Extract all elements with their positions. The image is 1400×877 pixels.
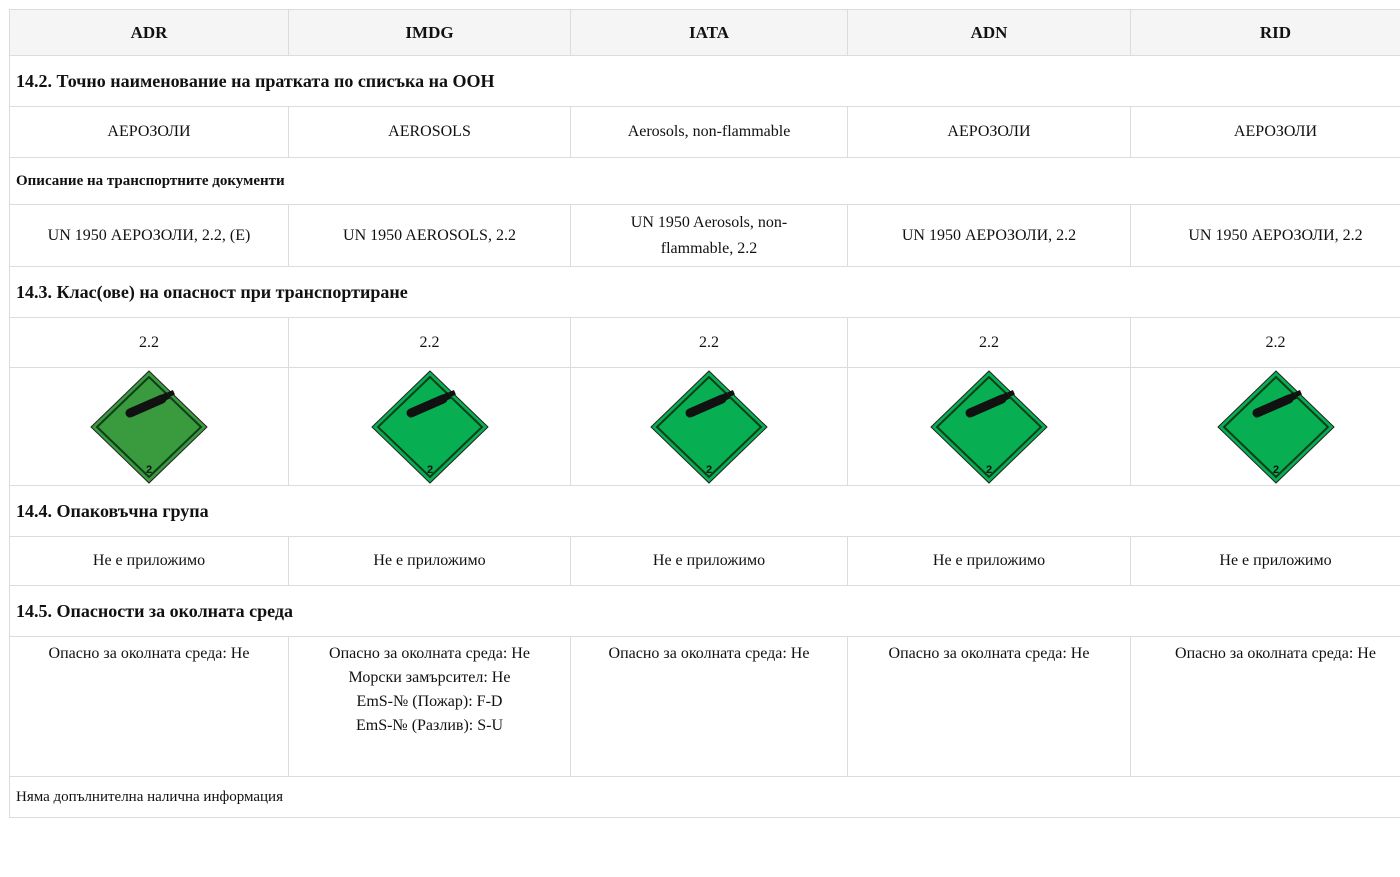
- packing-group-cell: Не е приложимо: [571, 537, 848, 586]
- section-heading-14-5: 14.5. Опасности за околната среда: [10, 586, 1400, 637]
- packing-group-cell: Не е приложимо: [1131, 537, 1400, 586]
- environment-cell: [848, 637, 1131, 777]
- hazard-class-cell: 2.2: [289, 318, 571, 368]
- pictogram-cell: [289, 368, 571, 486]
- transport-docs-heading: Описание на транспортните документи: [10, 158, 1400, 205]
- footer-row: [10, 777, 1400, 818]
- environment-line: Опасно за околната среда: Не: [852, 642, 1126, 666]
- hazard-class-cell: 2.2: [10, 318, 289, 368]
- transport-description-row: [10, 205, 1400, 267]
- pictogram-cell: [10, 368, 289, 486]
- ems-spill-line: EmS-№ (Разлив): S-U: [293, 714, 566, 738]
- gas-cylinder-class-2-icon: [367, 369, 493, 485]
- ems-fire-line: EmS-№ (Пожар): F-D: [293, 690, 566, 714]
- packing-group-cell: Не е приложимо: [10, 537, 289, 586]
- section-heading-14-4: 14.4. Опаковъчна група: [10, 486, 1400, 537]
- marine-pollutant-line: Морски замърсител: Не: [293, 666, 566, 690]
- svg-text:2: 2: [146, 464, 152, 476]
- gas-cylinder-class-2-icon: [646, 369, 772, 485]
- section-row-14-3: [10, 267, 1400, 318]
- hazard-class-row: [10, 318, 1400, 368]
- section-heading-14-3: 14.3. Клас(ове) на опасност при транспортиране: [10, 267, 1400, 318]
- pictogram-cell: [1131, 368, 1400, 486]
- transport-description-cell: UN 1950 АЕРОЗОЛИ, 2.2: [1131, 205, 1400, 267]
- environment-cell: [571, 637, 848, 777]
- shipping-name-cell: Aerosols, non-flammable: [571, 107, 848, 158]
- transport-description-cell: UN 1950 AEROSOLS, 2.2: [289, 205, 571, 267]
- section-row-14-5: [10, 586, 1400, 637]
- section-row-14-2: [10, 56, 1400, 107]
- shipping-name-cell: АЕРОЗОЛИ: [1131, 107, 1400, 158]
- svg-text:2: 2: [1272, 464, 1278, 476]
- header-adn: ADN: [848, 10, 1131, 56]
- environment-line: Опасно за околната среда: Не: [575, 642, 843, 666]
- pictogram-cell: [848, 368, 1131, 486]
- pictogram-cell: [571, 368, 848, 486]
- svg-text:2: 2: [426, 464, 432, 476]
- environment-line: Опасно за околната среда: Не: [14, 642, 284, 666]
- svg-text:2: 2: [706, 464, 712, 476]
- transport-description-cell: UN 1950 Aerosols, non-flammable, 2.2: [571, 205, 848, 267]
- shipping-name-cell: АЕРОЗОЛИ: [848, 107, 1131, 158]
- environment-row: [10, 637, 1400, 777]
- svg-text:2: 2: [986, 464, 992, 476]
- header-rid: RID: [1131, 10, 1400, 56]
- environment-cell: [289, 637, 571, 777]
- gas-cylinder-class-2-icon: [86, 369, 212, 485]
- header-row: [10, 10, 1400, 56]
- header-iata: IATA: [571, 10, 848, 56]
- hazard-class-cell: 2.2: [848, 318, 1131, 368]
- environment-cell: [1131, 637, 1400, 777]
- additional-info-note: Няма допълнителна налична информация: [10, 777, 1400, 818]
- hazard-class-cell: 2.2: [571, 318, 848, 368]
- gas-cylinder-class-2-icon: [926, 369, 1052, 485]
- transport-description-cell: UN 1950 АЕРОЗОЛИ, 2.2, (E): [10, 205, 289, 267]
- environment-line: Опасно за околната среда: Не: [293, 642, 566, 666]
- section-heading-14-2: 14.2. Точно наименование на пратката по списъка на ООН: [10, 56, 1400, 107]
- pictogram-row: [10, 368, 1400, 486]
- transport-description-cell: UN 1950 АЕРОЗОЛИ, 2.2: [848, 205, 1131, 267]
- packing-group-cell: Не е приложимо: [848, 537, 1131, 586]
- shipping-name-cell: АЕРОЗОЛИ: [10, 107, 289, 158]
- shipping-name-cell: AEROSOLS: [289, 107, 571, 158]
- packing-group-row: [10, 537, 1400, 586]
- transport-info-table: [9, 9, 1400, 818]
- hazard-class-cell: 2.2: [1131, 318, 1400, 368]
- header-adr: ADR: [10, 10, 289, 56]
- environment-cell: [10, 637, 289, 777]
- environment-line: Опасно за околната среда: Не: [1135, 642, 1400, 666]
- transport-docs-heading-row: [10, 158, 1400, 205]
- packing-group-cell: Не е приложимо: [289, 537, 571, 586]
- header-imdg: IMDG: [289, 10, 571, 56]
- section-row-14-4: [10, 486, 1400, 537]
- shipping-name-row: [10, 107, 1400, 158]
- gas-cylinder-class-2-icon: [1213, 369, 1339, 485]
